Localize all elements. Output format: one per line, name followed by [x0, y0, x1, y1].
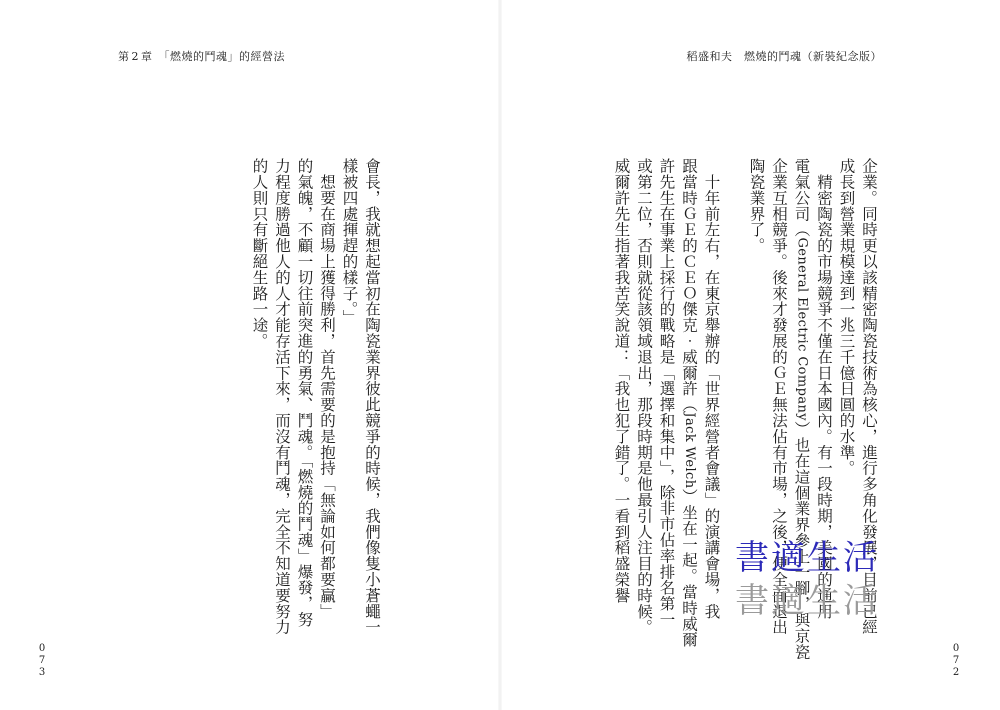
blank-column — [723, 158, 746, 588]
text-column: 企業互相競爭。後來才發展的ＧＥ無法佔有市場，之後，便全面退出 — [770, 158, 788, 635]
page-number-left — [36, 643, 48, 679]
text-segment: 跟當時ＧＥ的ＣＥＯ傑克‧威爾許（ — [680, 158, 698, 413]
chapter-prefix: 第 — [118, 50, 130, 63]
text-column: 十年前左右，在東京舉辦的「世界經營者會議」的演講會場，我 — [702, 158, 721, 620]
text-column: 的氣魄，不顧一切往前突進的勇氣、鬥魂。「燃燒的鬥魂」爆發，努 — [295, 158, 314, 628]
text-column — [678, 158, 701, 648]
running-head-chapter — [118, 48, 285, 64]
text-column: 力程度勝過他人的人才能存活下來，而沒有鬥魂，完全不知道要努力 — [273, 158, 291, 635]
page-number-right — [950, 643, 962, 679]
book-gutter — [498, 0, 502, 710]
text-column — [790, 158, 813, 660]
page-number-digit: 0 — [38, 643, 46, 654]
text-column: 會長，我就想起當初在陶瓷業界彼此競爭的時候，我們像隻小蒼蠅一 — [363, 158, 381, 635]
text-column: 陶瓷業界了。 — [747, 158, 766, 254]
text-column: 精密陶瓷的市場競爭不僅在日本國內。有一段時期，美國的通用 — [815, 158, 833, 620]
text-column: 想要在商場上獲得勝利，首先需要的是抱持「無論如何都要贏」 — [318, 158, 336, 620]
watermark-logo-gray: 書適生活 — [735, 581, 879, 621]
text-column: 成長到營業規模達到一兆三千億日圓的水準。 — [837, 158, 856, 476]
page-number-digit: 2 — [952, 667, 960, 678]
text-segment: 電氣公司（ — [792, 158, 811, 238]
text-column: 許先生在事業上採行的戰略是「選擇和集中」，除非市佔率排名第一 — [657, 158, 676, 628]
left-page-body — [248, 158, 383, 635]
text-column: 威爾許先生指著我苦笑說道：「我也犯了錯了。一看到稻盛榮譽 — [612, 158, 631, 604]
text-segment: ）坐在一起。當時威爾 — [680, 488, 698, 648]
page-number-digit: 7 — [952, 655, 960, 666]
page-number-digit: 0 — [952, 643, 960, 654]
latin-person-name: Jack Welch — [682, 412, 697, 489]
page-number-digit: 3 — [38, 667, 46, 678]
watermark-logo-blue: 書適生活 — [735, 538, 879, 578]
running-head-book-title: 稻盛和夫 燃燒的鬥魂（新裝紀念版） — [686, 50, 882, 63]
text-column: 企業。同時更以該精密陶瓷技術為核心，進行多角化發展，目前已經 — [860, 158, 878, 635]
text-column: 樣被四處揮趕的樣子。」 — [340, 158, 359, 326]
text-column: 的人則只有斷絕生路一途。 — [250, 158, 269, 349]
text-column: 或第二位，否則就從該領域退出，那段時期是他最引人注目的時候。 — [635, 158, 653, 635]
chapter-title: 章 「燃燒的鬥魂」的經營法 — [141, 50, 285, 63]
latin-company-name: General Electric Company — [794, 237, 810, 422]
page-number-digit: 7 — [38, 655, 46, 666]
chapter-number: 2 — [131, 50, 139, 63]
text-segment: ）也在這個業界參上一腳，與京瓷 — [792, 421, 811, 660]
